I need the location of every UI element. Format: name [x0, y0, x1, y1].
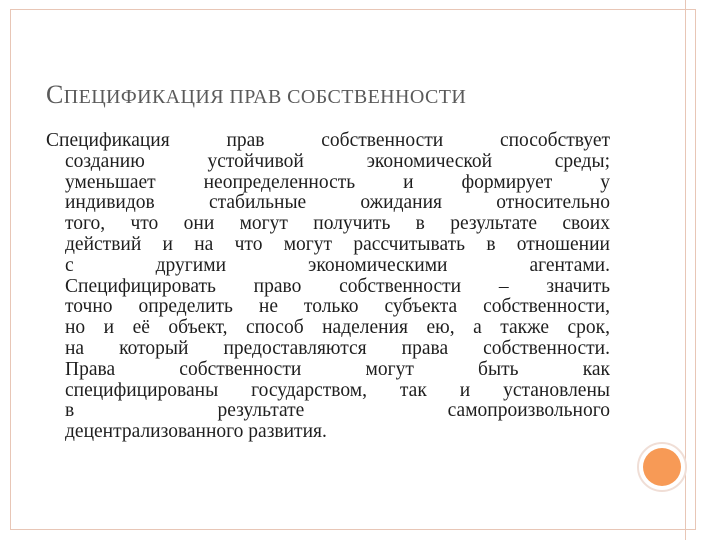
slide-title-rest: ПЕЦИФИКАЦИЯ ПРАВ СОБСТВЕННОСТИ	[63, 86, 467, 108]
body-line: созданию устойчивой экономической среды;	[65, 150, 610, 172]
body-line: уменьшает неопределенность и формирует у	[65, 171, 610, 193]
body-line: действий и на что могут рассчитывать в отношении	[65, 233, 610, 255]
slide-title	[46, 80, 466, 110]
body-line: с другими экономическими агентами.	[65, 254, 610, 276]
body-line: индивидов стабильные ожидания относительно	[65, 192, 610, 214]
body-line: в результате самопроизвольного	[65, 400, 610, 422]
body-line: на который предоставляются права собственности.	[65, 337, 610, 359]
body-line: Спецификация прав собственности способствует	[46, 130, 610, 151]
body-line: точно определить не только субъекта собственности,	[65, 296, 610, 318]
slide-body	[46, 131, 610, 443]
body-line: но и её объект, способ наделения ею, а также срок,	[65, 317, 610, 339]
body-line: того, что они могут получить в результате своих	[65, 213, 610, 235]
body-line: специфицированы государством, так и установлены	[65, 379, 610, 401]
decorative-orange-circle	[643, 448, 681, 486]
body-line: децентрализованного развития.	[65, 421, 327, 443]
slide-title-initial: С	[46, 80, 64, 109]
body-line: Специфицировать право собственности – значить	[65, 275, 610, 297]
body-line: Права собственности могут быть как	[65, 358, 610, 380]
